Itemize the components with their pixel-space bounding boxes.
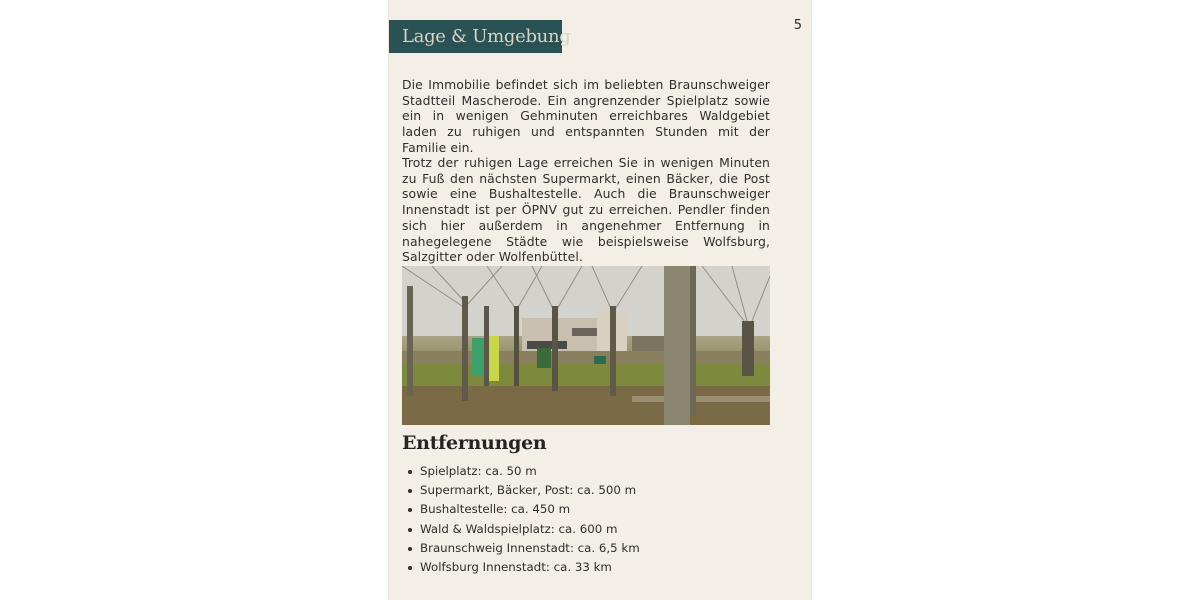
bullet-icon (408, 489, 412, 493)
bullet-icon (408, 470, 412, 474)
list-item (420, 539, 640, 558)
distances-list (420, 462, 640, 577)
section-title: Lage & Umgebung (402, 26, 571, 47)
distance-text: Braunschweig Innenstadt: ca. 6,5 km (420, 540, 640, 555)
list-item (420, 481, 640, 500)
document-page (388, 0, 812, 600)
bullet-icon (408, 528, 412, 532)
distance-text: Supermarkt, Bäcker, Post: ca. 500 m (420, 483, 637, 498)
list-item (420, 520, 640, 539)
section-title-box (389, 20, 571, 53)
bullet-icon (408, 547, 412, 551)
list-item (420, 500, 640, 519)
distance-text: Wald & Waldspielplatz: ca. 600 m (420, 521, 618, 536)
list-item (420, 558, 640, 577)
bullet-icon (408, 566, 412, 570)
location-paragraph: Trotz der ruhigen Lage erreichen Sie in wenigen Minuten zu Fuß den nächsten Supermarkt, einen Bäcker, die Post sowie eine Bushaltestelle. Auch die Braunschweiger Innenstadt ist per ÖPNV gut zu erreichen. Pendler finden sich hier außerdem in angenehmer Entfernung in nahegelegene Städte wie beispielsweise Wolfsburg, Salzgitter oder Wolfenbüttel. (402, 155, 770, 265)
page-number: 5 (793, 18, 802, 33)
distance-text: Wolfsburg Innenstadt: ca. 33 km (420, 560, 612, 575)
park-photo (402, 266, 770, 425)
list-item (420, 462, 640, 481)
bullet-icon (408, 508, 412, 512)
distances-heading: Entfernungen (402, 432, 547, 454)
intro-paragraph: Die Immobilie befindet sich im beliebten Braunschweiger Stadtteil Mascherode. Ein angrenzender Spielplatz sowie ein in wenigen Gehminuten erreichbares Waldgebiet laden zu ruhigen und entspannten Stunden mit der Familie ein. (402, 77, 770, 155)
distance-text: Spielplatz: ca. 50 m (420, 464, 537, 478)
distance-text: Bushaltestelle: ca. 450 m (420, 502, 571, 517)
park-photo-illustration (402, 266, 770, 425)
